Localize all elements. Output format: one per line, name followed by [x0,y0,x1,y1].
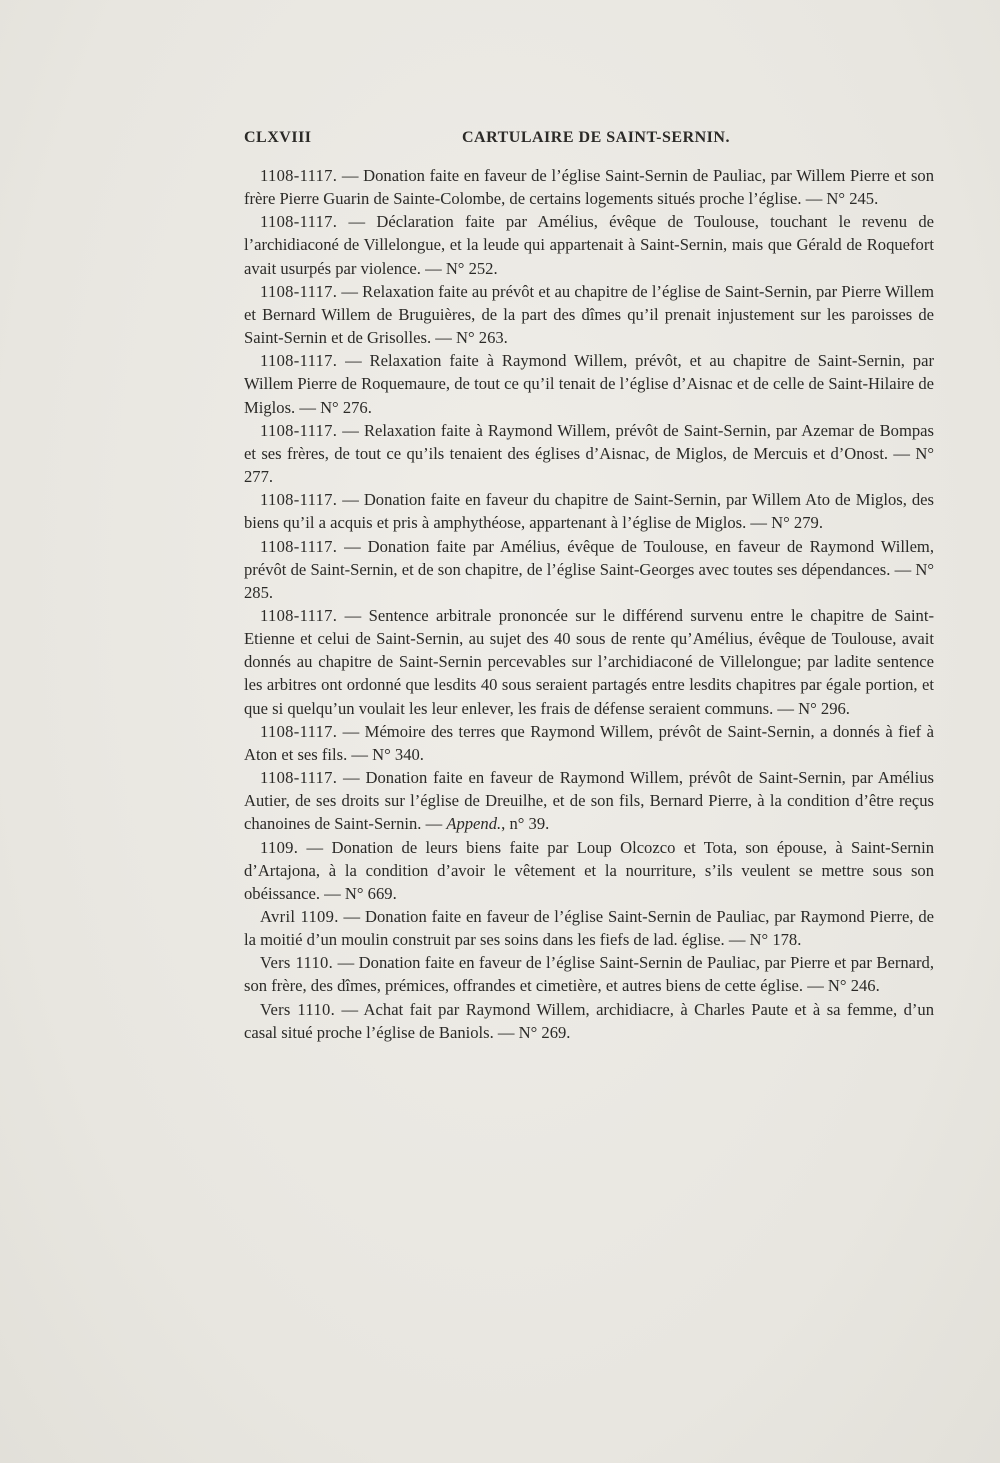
entry-text: — Donation faite en faveur de l’église Saint-Sernin de Pauliac, par Pierre et par Bernard, son frère, des dîmes, prémices, offrandes et cimetière, et autres biens de cette église. — N° 246. [244,953,934,996]
entry-text: — Donation faite par Amélius, évêque de Toulouse, en faveur de Raymond Willem, prévôt de Saint-Sernin, et de son chapitre, de l’église Saint-Georges avec toutes ses dépendances. — N° 285. [244,536,934,602]
entry-date: 1108-1117. [260,721,338,741]
page-title: CARTULAIRE DE SAINT-SERNIN. [462,129,730,146]
list-item [244,905,934,951]
entry-text-tail: , n° 39. [501,814,550,834]
entry-text: — Donation faite en faveur de l’église Saint-Sernin de Pauliac, par Raymond Pierre, de la moitié d’un moulin construit par ses soins dans les fiefs de lad. église. — N° 178. [244,907,934,950]
list-item [244,164,934,210]
list-item [244,998,934,1044]
entry-reference: Append. [446,814,502,834]
entry-list [244,164,934,1044]
entry-date: 1109. [260,837,299,857]
entry-date: Avril 1109. [260,907,339,926]
entry-date: 1108-1117. [260,490,338,510]
list-item [244,951,934,997]
entry-date: 1108-1117. [260,420,338,440]
entry-text: — Relaxation faite au prévôt et au chapitre de l’église de Saint-Sernin, par Pierre Willem et Bernard Willem de Bruguières, de la part des dîmes qu’il prenait injustement sur les paroisses de Saint-Sernin et de Grisolles. — N° 263. [244,281,934,348]
entry-text: — Sentence arbitrale prononcée sur le différend survenu entre le chapitre de Saint-Etienne et celui de Saint-Sernin, au sujet des 40 sous de rente qu’Amélius, évêque de Toulouse, avait donnés au chapitre de Saint-Sernin percevables sur l’archidiaconé de Villelongue; par ladite sentence les arbitres ont ordonné que lesdits 40 sous seraient partagés entre lesdits chapitres par égale portion, et que si quelqu’un voulait les leur enlever, les frais de défense seraient communs. — N° 296. [244,605,934,718]
entry-text: — Donation faite en faveur du chapitre de Saint-Sernin, par Willem Ato de Miglos, des biens qu’il a acquis et pris à amphythéose, appartenant à l’église de Miglos. — N° 279. [244,490,934,533]
entry-date: 1108-1117. [260,536,338,556]
list-item [244,766,934,835]
list-item [244,604,934,720]
entry-date: 1108-1117. [260,605,338,625]
entry-date: Vers 1110. [260,999,336,1019]
entry-date: 1108-1117. [260,768,338,788]
entry-date: Vers 1110. [260,953,334,973]
running-head [244,129,934,153]
list-item [244,836,934,905]
list-item [244,488,934,534]
entry-text: — Relaxation faite à Raymond Willem, prévôt de Saint-Sernin, par Azemar de Bompas et ses frères, de tout ce qu’ils tenaient des églises d’Aisnac, de Miglos, de Mercuis et d’Onost. — N° 277. [244,420,934,487]
entry-text: — Déclaration faite par Amélius, évêque de Toulouse, touchant le revenu de l’archidiaconé de Villelongue, et la leude qui appartenait à Saint-Sernin, mais que Gérald de Roquefort avait usurpés par violence. — N° 252. [244,212,934,278]
list-item [244,720,934,766]
list-item [244,280,934,349]
entry-date: 1108-1117. [260,212,338,232]
list-item [244,210,934,279]
entry-date: 1108-1117. [260,281,338,301]
entry-text: — Mémoire des terres que Raymond Willem, prévôt de Saint-Sernin, a donnés à fief à Aton et ses fils. — N° 340. [244,721,934,764]
entry-text: — Donation faite en faveur de l’église Saint-Sernin de Pauliac, par Willem Pierre et son frère Pierre Guarin de Sainte-Colombe, de certains logements situés proche l’église. — N° 245. [244,166,934,209]
entry-text: — Donation de leurs biens faite par Loup Olcozco et Tota, son épouse, à Saint-Sernin d’Artajona, à la condition d’avoir le vêtement et la nourriture, s’ils veulent se mettre sous son obéissance. — N° 669. [244,837,934,903]
list-item [244,535,934,604]
entry-date: 1108-1117. [260,166,338,185]
entry-text: — Relaxation faite à Raymond Willem, prévôt, et au chapitre de Saint-Sernin, par Willem Pierre de Roquemaure, de tout ce qu’il tenait de l’église d’Aisnac et de celle de Saint-Hilaire de Miglos. — N° 276. [244,351,934,417]
list-item [244,349,934,418]
page-number: CLXVIII [244,129,312,146]
entry-text: — Achat fait par Raymond Willem, archidiacre, à Charles Paute et à sa femme, d’un casal situé proche l’église de Baniols. — N° 269. [244,999,935,1042]
list-item [244,419,934,488]
entry-text: — Donation faite en faveur de Raymond Willem, prévôt de Saint-Sernin, par Amélius Autier, de ses droits sur l’église de Dreuilhe, et de son fils, Bernard Pierre, à la condition d’être reçus chanoines de Saint-Sernin. — [244,768,934,834]
entry-date: 1108-1117. [260,351,338,371]
